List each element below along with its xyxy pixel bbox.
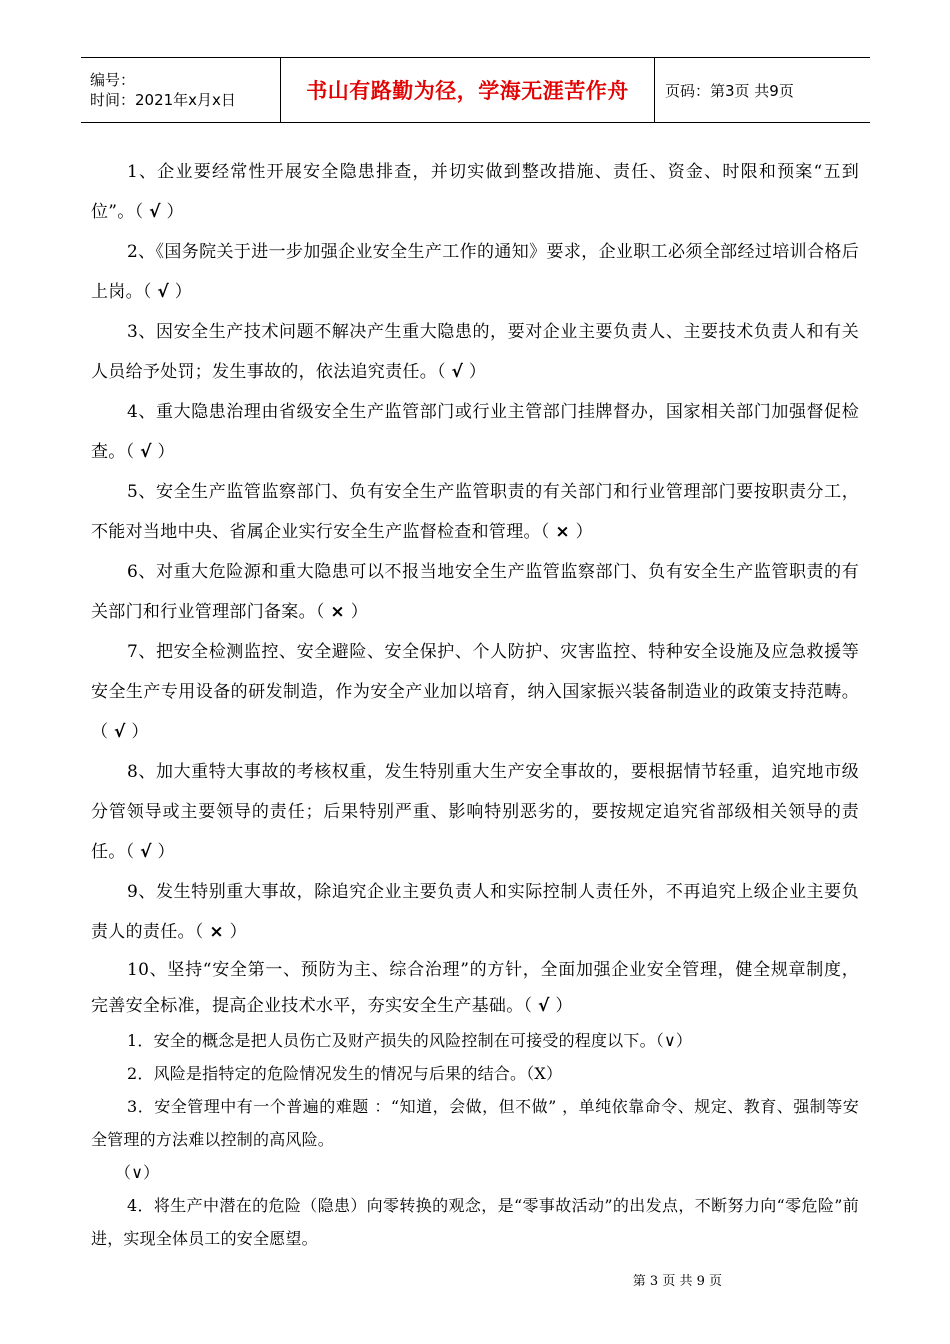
header-page-cell (655, 58, 870, 122)
answer-mark: × (555, 522, 570, 542)
question-item: 7、把安全检测监控、安全避险、安全保护、个人防护、灾害监控、特种安全设施及应急救援等安全生产专用设备的研发制造，作为安全产业加以培育，纳入国家振兴装备制造业的政策支持范畴。（ √ ） (91, 642, 859, 742)
question-item: 1．安全的概念是把人员伤亡及财产损失的风险控制在可接受的程度以下。（∨） (127, 1031, 693, 1050)
answer-mark: √ (451, 362, 464, 382)
question-item: 2、《国务院关于进一步加强企业安全生产工作的通知》要求，企业职工必须全部经过培训合格后上岗。（ √ ） (91, 242, 859, 302)
document-body (91, 152, 859, 1255)
answer-line: （∨） (115, 1163, 160, 1182)
question-item: 4．将生产中潜在的危险（隐患）向零转换的观念，是“零事故活动”的出发点，不断努力向“零危险”前进，实现全体员工的安全愿望。 (91, 1196, 859, 1248)
page-footer (0, 1270, 950, 1289)
question-item: 2．风险是指特定的危险情况发生的情况与后果的结合。（X） (127, 1064, 563, 1083)
answer-mark: √ (140, 442, 152, 462)
answer-mark: √ (157, 282, 170, 302)
question-item: 9、发生特别重大事故，除追究企业主要负责人和实际控制人责任外，不再追究上级企业主要负责人的责任。（ × ） (91, 882, 859, 942)
header-motto-cell (281, 58, 655, 122)
answer-mark: √ (114, 722, 126, 742)
answer-mark: √ (140, 842, 152, 862)
question-item: 3、因安全生产技术问题不解决产生重大隐患的，要对企业主要负责人、主要技术负责人和有关人员给予处罚；发生事故的，依法追究责任。（ √ ） (91, 322, 859, 382)
question-item: 6、对重大危险源和重大隐患可以不报当地安全生产监管监察部门、负有安全生产监管职责的有关部门和行业管理部门备案。（ × ） (91, 562, 859, 622)
header-motto: 书山有路勤为径，学海无涯苦作舟 (306, 79, 629, 103)
question-item: 4、重大隐患治理由省级安全生产监管部门或行业主管部门挂牌督办，国家相关部门加强督促检查。（ √ ） (91, 402, 859, 462)
question-item: 1、企业要经常性开展安全隐患排查，并切实做到整改措施、责任、资金、时限和预案“五到位”。（ √ ） (91, 162, 859, 222)
question-item: 5、安全生产监管监察部门、负有安全生产监管职责的有关部门和行业管理部门要按职责分工，不能对当地中央、省属企业实行安全生产监督检查和管理。（ × ） (91, 482, 859, 542)
document-number-label: 编号： (90, 71, 136, 89)
answer-mark: √ (538, 996, 550, 1016)
page-header (81, 57, 870, 123)
document-date: 时间：2021年x月x日 (90, 91, 236, 109)
answer-mark: × (330, 602, 345, 622)
question-item: 3．安全管理中有一个普遍的难题 ：“知道，会做，但不做” ，单纯依靠命令、规定、教育、强制等安全管理的方法难以控制的高风险。 (91, 1097, 859, 1149)
question-item: 10、坚持“安全第一、预防为主、综合治理”的方针，全面加强企业安全管理，健全规章制度，完善安全标准，提高企业技术水平，夯实安全生产基础。（ √ ） (91, 960, 859, 1016)
answer-mark: × (209, 922, 224, 942)
header-meta (81, 58, 281, 122)
answer-mark: √ (149, 202, 161, 222)
footer-page-number: 第 3 页 共 9 页 (632, 1274, 722, 1289)
question-item: 8、加大重特大事故的考核权重，发生特别重大生产安全事故的，要根据情节轻重，追究地市级分管领导或主要领导的责任；后果特别严重、影响特别恶劣的，要按规定追究省部级相关领导的责任。（ √ ） (91, 762, 859, 862)
header-page-number: 页码：第3页 共9页 (665, 81, 794, 100)
